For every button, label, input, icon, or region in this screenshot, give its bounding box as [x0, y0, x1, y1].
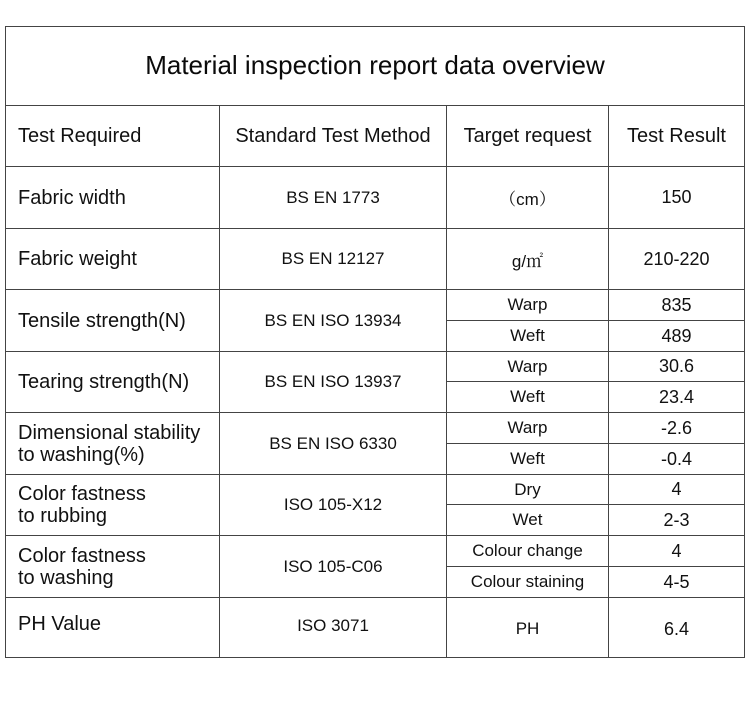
row-target: g/㎡ — [511, 251, 544, 271]
subrow-target: Weft — [510, 387, 545, 406]
subrow-result: -0.4 — [660, 448, 693, 469]
subrow-result: 835 — [661, 294, 692, 315]
subrow-target: Weft — [510, 326, 545, 345]
row-method: ISO 105-C06 — [283, 556, 383, 576]
row-name — [5, 536, 219, 597]
header-standard-method: Standard Test Method — [235, 124, 431, 147]
row-result: 6.4 — [663, 618, 690, 639]
row-name: Tensile strength(N) — [18, 309, 186, 332]
row-method: ISO 105-X12 — [283, 495, 383, 514]
row-name: PH Value — [18, 613, 102, 635]
subrow-result: 23.4 — [658, 386, 695, 407]
row-name-line: Color fastness — [18, 483, 146, 505]
report-table — [5, 26, 745, 658]
subrow-target: Dry — [514, 479, 541, 499]
row-target: PH — [515, 619, 540, 638]
row-name-line: Color fastness — [18, 544, 146, 567]
subrow-result: -2.6 — [660, 417, 693, 438]
row-result: 210-220 — [643, 248, 710, 269]
row-name — [5, 475, 219, 535]
table-title: Material inspection report data overview — [145, 50, 605, 80]
subrow-target: Weft — [510, 449, 545, 468]
row-name-line: to rubbing — [18, 505, 107, 527]
row-method: BS EN ISO 13934 — [264, 310, 402, 330]
row-method: BS EN 1773 — [286, 187, 380, 207]
row-name: Tearing strength(N) — [18, 371, 190, 393]
subrow-result: 30.6 — [658, 356, 695, 376]
subrow-result: 2-3 — [663, 509, 690, 530]
subrow-target: Colour change — [472, 541, 583, 560]
header-test-result: Test Result — [627, 124, 726, 147]
row-name-line: Dimensional stability — [18, 421, 201, 444]
row-target: （cm） — [499, 190, 556, 209]
subrow-target: Warp — [507, 356, 548, 376]
header-test-required: Test Required — [18, 124, 142, 147]
subrow-result: 4 — [671, 479, 682, 499]
row-method: BS EN ISO 6330 — [269, 433, 397, 453]
row-name: Fabric weight — [18, 248, 137, 270]
row-name-line: to washing(%) — [18, 443, 145, 466]
subrow-result: 4-5 — [663, 571, 690, 592]
table-border-right — [744, 26, 745, 658]
subrow-target: Warp — [507, 295, 548, 314]
header-target-request: Target request — [463, 124, 592, 147]
subrow-result: 4 — [671, 540, 682, 561]
row-method: BS EN ISO 13937 — [264, 372, 402, 391]
row-method: BS EN 12127 — [281, 249, 385, 268]
subrow-target: Colour staining — [470, 572, 585, 591]
row-result: 150 — [661, 187, 692, 207]
subrow-target: Warp — [507, 418, 548, 437]
row-method: ISO 3071 — [297, 616, 369, 635]
row-name-line: to washing — [18, 566, 114, 589]
row-name: Fabric width — [18, 186, 126, 209]
subrow-target: Wet — [512, 510, 543, 529]
row-name — [5, 413, 219, 474]
subrow-result: 489 — [661, 325, 692, 346]
